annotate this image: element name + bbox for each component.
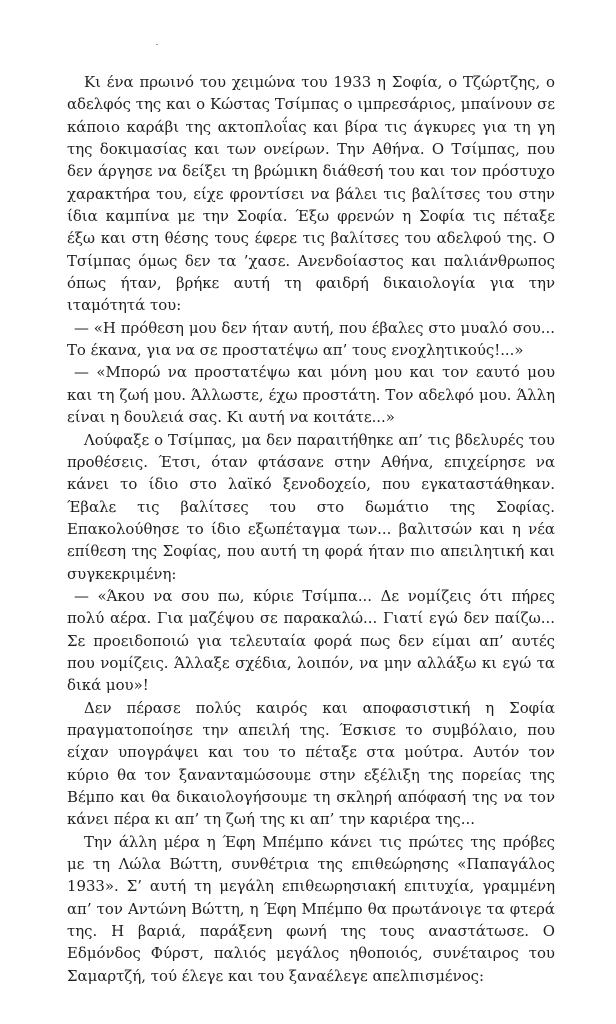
dialogue-tsimpas: — «Η πρόθεση μου δεν ήταν αυτή, που έβαλες στο μυαλό σου... Το έκανα, για να σε προστατέψω απ’ τους ενοχλητικούς!...» (67, 318, 555, 360)
dialogue-sofia-reply: — «Μπορώ να προστατέψω και μόνη μου και τον εαυτό μου και τη ζωή μου. Άλλωστε, έχω προστάτη. Τον αδελφό μου. Άλλη είναι η δουλειά σας. Κι αυτή να κοιτάτε...» (67, 363, 555, 427)
scan-speck (156, 44, 158, 45)
dialogue-sofia-warning: — «Άκου να σου πω, κύριε Τσίμπα... Δε νομίζεις ότι πήρες πολύ αέρα. Για μαζέψου σε παρακαλώ... Γιατί εγώ δεν παίζω... Σε προειδοποιώ για τελευταία φορά πως δεν είμαι απ’ αυτές που νομίζεις. Άλλαξε σχέδια, λοιπόν, να μην αλλάξω κι εγώ τα δικά μου»! (67, 586, 555, 695)
paragraph-contract: Δεν πέρασε πολύς καιρός και αποφασιστική η Σοφία πραγματοποίησε την απειλή της. Έσκισε το συμβόλαιο, που είχαν υπογράψει και του το πέταξε στα μούτρα. Αυτόν τον κύριο θα τον ξανανταμώσουμε στην εξέλιξη της πορείας της Βέμπο και θα δικαιολογήσουμε τη σκληρή απόφασή της να τον κάνει πέρα κι απ’ τη ζωή της κι απ’ την καριέρα της... (67, 698, 555, 829)
paragraph-voyage: Κι ένα πρωινό του χειμώνα του 1933 η Σοφία, ο Τζώρτζης, ο αδελφός της και ο Κώστας Τσίμπας ο ιμπρεσάριος, μπαίνουν σε κάποιο καράβι της ακτοπλοΐας και βίρα τις άγκυρες για τη γη της δοκιμασίας και των ονείρων. Την Αθήνα. Ο Τσίμπας, που δεν άργησε να δείξει τη βρώμικη διάθεσή του και τον πρόστυχο χαρακτήρα του, είχε φροντίσει να βάλει τις βαλίτσες του στην ίδια καμπίνα με την Σοφία. Έξω φρενών η Σοφία τις πέταξε έξω και στη θέσης τους έφερε τις βαλίτσες του αδελφού της. Ο Τσίμπας όμως δεν τα ’χασε. Ανενδοίαστος και παλιάνθρωπος όπως ήταν, βρήκε αυτή τη φαιδρή δικαιολογία για την ιταμότητά του: (67, 73, 555, 315)
page-body (67, 71, 555, 987)
paragraph-hotel: Λούφαξε ο Τσίμπας, μα δεν παραιτήθηκε απ’ τις βδελυρές του προθέσεις. Έτσι, όταν φτάσανε στην Αθήνα, επιχείρησε να κάνει το ίδιο στο λαϊκό ξενοδοχείο, που εγκαταστάθηκαν. Έβαλε τις βαλίτσες του στο δωμάτιο της Σοφίας. Επακολούθησε το ίδιο εξωπέταγμα των... βαλιτσών και η νέα επίθεση της Σοφίας, που αυτή τη φορά ήταν πιο απειλητική και συγκεκριμένη: (67, 430, 555, 583)
paragraph-rehearsal: Την άλλη μέρα η Έφη Μπέμπο κάνει τις πρώτες της πρόβες με τη Λώλα Βώττη, συνθέτρια της επιθεώρησης «Παπαγάλος 1933». Σ’ αυτή τη μεγάλη επιθεωρησιακή επιτυχία, γραμμένη απ’ τον Αντώνη Βώττη, η Έφη Μπέμπο θα πρωτάνοιγε τα φτερά της. Η βαριά, παράξενη φωνή της τους αναστάτωσε. Ο Εδμόνδος Φύρστ, παλιός μεγάλος ηθοποιός, συνέταιρος του Σαμαρτζή, τού έλεγε και του ξαναέλεγε απελπισμένος: (67, 832, 555, 985)
